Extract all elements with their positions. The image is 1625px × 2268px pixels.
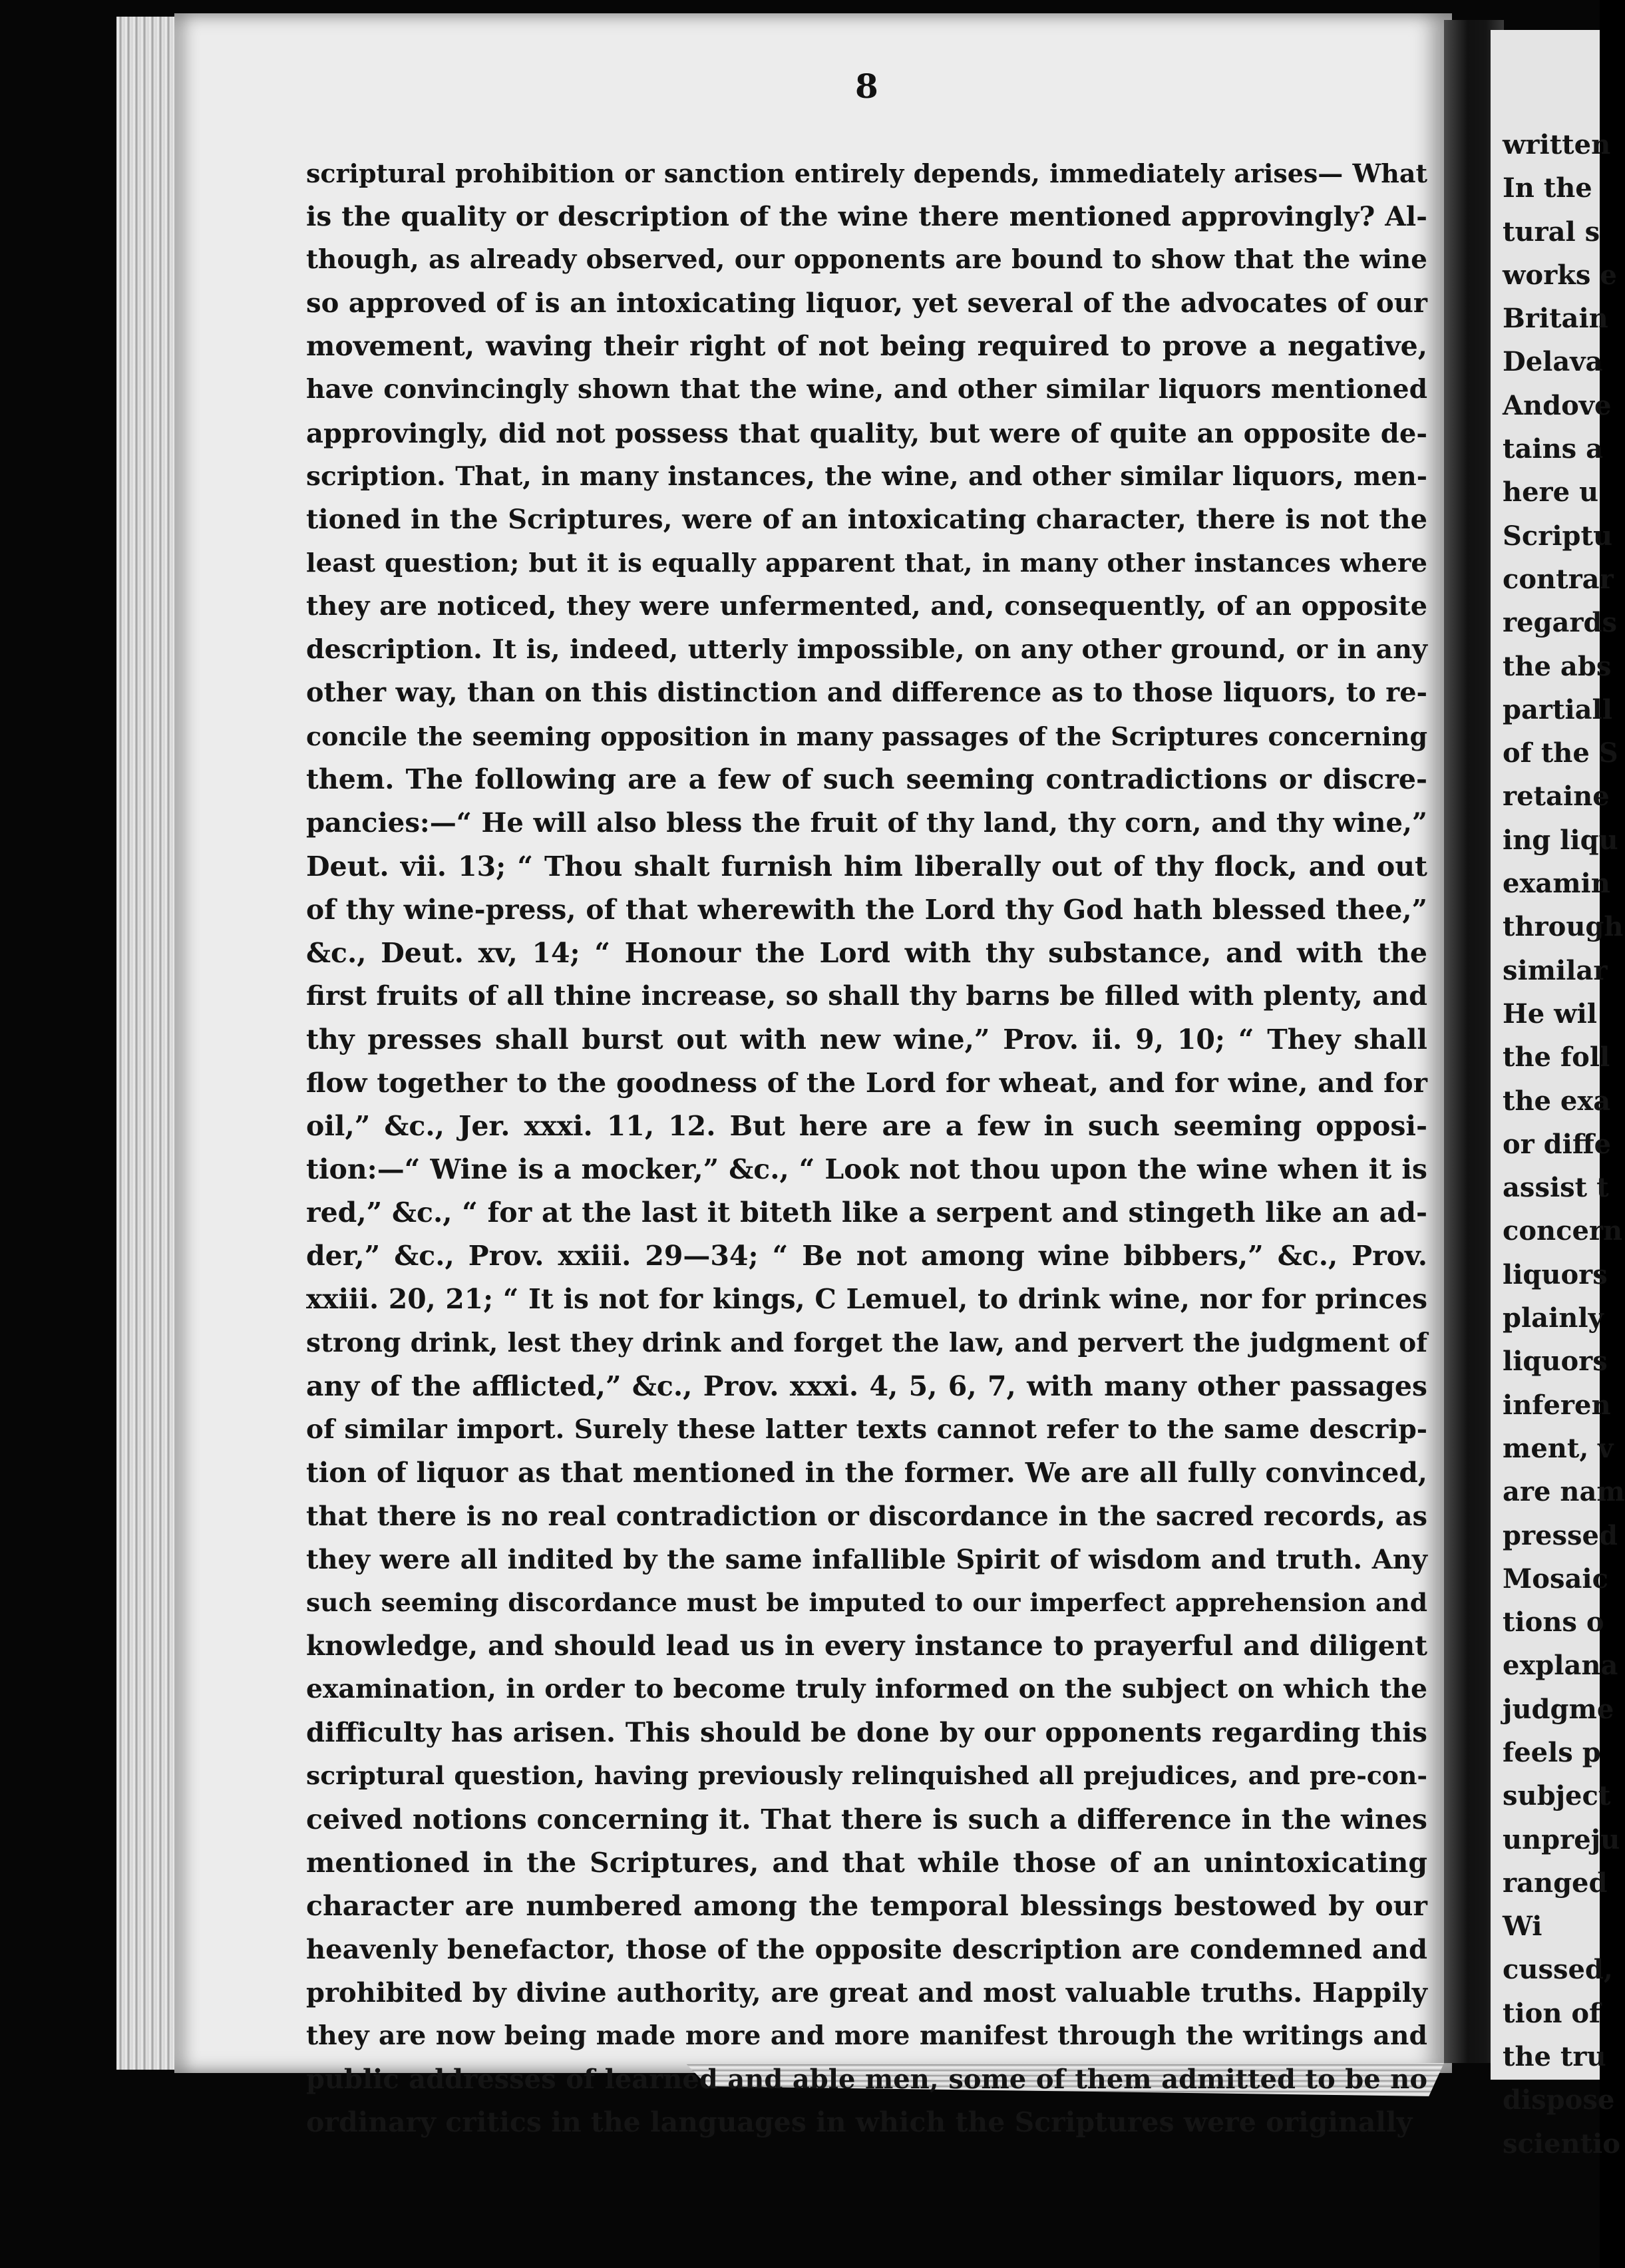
right-page-line: inferen — [1503, 1389, 1611, 1421]
right-page-line: are nam — [1503, 1476, 1625, 1508]
text-line: red,” &c., “ for at the last it biteth like a serpent and stingeth like an ad- — [306, 1197, 1427, 1229]
text-line: oil,” &c., Jer. xxxi. 11, 12. But here are a few in such seeming opposi- — [306, 1110, 1427, 1143]
text-line: strong drink, lest they drink and forget the law, and pervert the judgment of — [306, 1327, 1427, 1358]
right-page-line: the exa — [1503, 1085, 1611, 1117]
text-line: der,” &c., Prov. xxiii. 29—34; “ Be not among wine bibbers,” &c., Prov. — [306, 1240, 1427, 1272]
right-page-line: feels p — [1503, 1736, 1601, 1768]
text-line: prohibited by divine authority, are great and most valuable truths. Happily — [306, 1977, 1427, 2008]
text-line: ordinary critics in the languages in which the Scriptures were originally — [306, 2106, 1413, 2139]
text-line: such seeming discordance must be imputed to our imperfect apprehension and — [306, 1588, 1427, 1618]
page-number: 8 — [855, 67, 878, 106]
text-line: tion of liquor as that mentioned in the former. We are all fully convinced, — [306, 1456, 1427, 1489]
text-line: public addresses of learned and able men, some of them admitted to be no — [306, 2064, 1427, 2096]
text-line: pancies:—“ He will also bless the fruit of thy land, thy corn, and thy wine,” — [306, 807, 1427, 839]
text-line: movement, waving their right of not being required to prove a negative, — [306, 330, 1427, 363]
right-page-line: of the S — [1503, 737, 1618, 769]
text-line: heavenly benefactor, those of the opposite description are condemned and — [306, 1933, 1427, 1965]
right-page-line: liquors — [1503, 1258, 1608, 1290]
text-line: they are now being made more and more manifest through the writings and — [306, 2020, 1427, 2052]
text-line: difficulty has arisen. This should be done by our opponents regarding this — [306, 1716, 1427, 1749]
right-page-line: written — [1503, 129, 1611, 160]
text-line: is the quality or description of the wine there mentioned approvingly? Al- — [306, 200, 1427, 233]
right-page-line: Delava — [1503, 346, 1603, 378]
right-page-line: tains a — [1503, 433, 1604, 465]
right-page-text — [1503, 123, 1625, 2166]
text-line: them. The following are a few of such seeming contradictions or discre- — [306, 763, 1427, 796]
right-page-line: scientio — [1503, 2128, 1620, 2160]
text-line: scriptural prohibition or sanction entirely depends, immediately arises— What — [306, 158, 1427, 188]
text-line: of thy wine-press, of that wherewith the Lord thy God hath blessed thee,” — [306, 893, 1427, 926]
right-page-line: assist t — [1503, 1172, 1609, 1204]
text-line: they are noticed, they were unfermented, and, consequently, of an opposite — [306, 590, 1427, 622]
text-line: other way, than on this distinction and difference as to those liquors, to re- — [306, 677, 1427, 709]
main-body-text — [306, 152, 1427, 2144]
right-page-line: ment, v — [1503, 1432, 1614, 1464]
right-page-line: pressed — [1503, 1519, 1618, 1551]
text-line: description. It is, indeed, utterly impossible, on any other ground, or in any — [306, 634, 1427, 665]
right-page-line: plainly — [1503, 1302, 1604, 1334]
text-line: first fruits of all thine increase, so shall thy barns be filled with plenty, and — [306, 980, 1427, 1012]
right-page-line: tion of — [1503, 1997, 1601, 2029]
text-line: knowledge, and should lead us in every instance to prayerful and diligent — [306, 1630, 1427, 1662]
right-page-line: regards — [1503, 607, 1617, 639]
right-page-line: unpreju — [1503, 1823, 1620, 1855]
text-line: any of the afflicted,” &c., Prov. xxxi. 4, 5, 6, 7, with many other passages — [306, 1370, 1427, 1402]
text-line: though, as already observed, our opponents are bound to show that the wine — [306, 244, 1427, 276]
right-page-line: judgme — [1503, 1693, 1614, 1725]
right-page-line: ing liqu — [1503, 824, 1618, 856]
right-page-line: In the — [1503, 172, 1592, 204]
text-line: approvingly, did not possess that quality, but were of quite an opposite de- — [306, 417, 1427, 449]
right-page-line: the abs — [1503, 650, 1612, 682]
right-page-line: subject — [1503, 1780, 1611, 1812]
text-line: least question; but it is equally apparent that, in many other instances where — [306, 548, 1427, 578]
right-page-line: here u — [1503, 476, 1599, 508]
right-page-line: Wi — [1503, 1911, 1542, 1943]
right-page-line: retaine — [1503, 781, 1610, 813]
text-line: mentioned in the Scriptures, and that while those of an unintoxicating — [306, 1846, 1427, 1879]
text-line: they were all indited by the same infallible Spirit of wisdom and truth. Any — [306, 1544, 1427, 1575]
right-page-line: tions o — [1503, 1606, 1604, 1638]
right-page-line: the tru — [1503, 2041, 1606, 2073]
text-line: flow together to the goodness of the Lord for wheat, and for wine, and for — [306, 1066, 1427, 1099]
right-page-line: explana — [1503, 1650, 1618, 1682]
text-line: tioned in the Scriptures, were of an intoxicating character, there is not the — [306, 504, 1427, 535]
right-page-line: tural s — [1503, 216, 1600, 248]
text-line: character are numbered among the temporal blessings bestowed by our — [306, 1889, 1427, 1922]
text-line: tion:—“ Wine is a mocker,” &c., “ Look not thou upon the wine when it is — [306, 1153, 1427, 1186]
right-page-line: works e — [1503, 259, 1617, 291]
text-line: xxiii. 20, 21; “ It is not for kings, C Lemuel, to drink wine, nor for princes — [306, 1283, 1427, 1316]
right-page-line: Scriptu — [1503, 520, 1613, 552]
right-page-line: or diffe — [1503, 1128, 1612, 1160]
right-page-line: dispose — [1503, 2084, 1615, 2116]
right-page-line: ranged — [1503, 1867, 1608, 1899]
right-page-line: partiall — [1503, 693, 1612, 725]
text-line: examination, in order to become truly informed on the subject on which the — [306, 1674, 1427, 1705]
right-page-line: contrar — [1503, 563, 1614, 595]
text-line: Deut. vii. 13; “ Thou shalt furnish him liberally out of thy flock, and out — [306, 850, 1427, 882]
right-page-line: the foll — [1503, 1041, 1610, 1073]
right-page-line: liquors — [1503, 1346, 1608, 1378]
text-line: ceived notions concerning it. That there is such a difference in the wines — [306, 1803, 1427, 1835]
right-page-line: concern — [1503, 1215, 1623, 1247]
text-line: concile the seeming opposition in many passages of the Scriptures concerning — [306, 721, 1427, 752]
right-page-line: similar — [1503, 954, 1608, 986]
text-line: so approved of is an intoxicating liquor, yet several of the advocates of our — [306, 287, 1427, 319]
text-line: that there is no real contradiction or discordance in the sacred records, as — [306, 1500, 1427, 1532]
right-page-line: examin — [1503, 868, 1610, 900]
text-line: thy presses shall burst out with new wine,” Prov. ii. 9, 10; “ They shall — [306, 1023, 1427, 1055]
text-line: have convincingly shown that the wine, and other similar liquors mentioned — [306, 374, 1427, 405]
text-line: &c., Deut. xv, 14; “ Honour the Lord with thy substance, and with the — [306, 936, 1427, 969]
right-page-line: through — [1503, 911, 1624, 943]
right-page-line: He wil — [1503, 998, 1597, 1030]
right-page-line: Britain — [1503, 303, 1608, 335]
right-page-line: Andove — [1503, 389, 1612, 421]
right-page-line: cussed, — [1503, 1954, 1613, 1986]
text-line: scriptural question, having previously relinquished all prejudices, and pre-con- — [306, 1761, 1427, 1791]
text-line: of similar import. Surely these latter texts cannot refer to the same descrip- — [306, 1414, 1427, 1445]
text-line: scription. That, in many instances, the wine, and other similar liquors, men- — [306, 461, 1427, 492]
right-page-line: Mosaic — [1503, 1563, 1608, 1595]
